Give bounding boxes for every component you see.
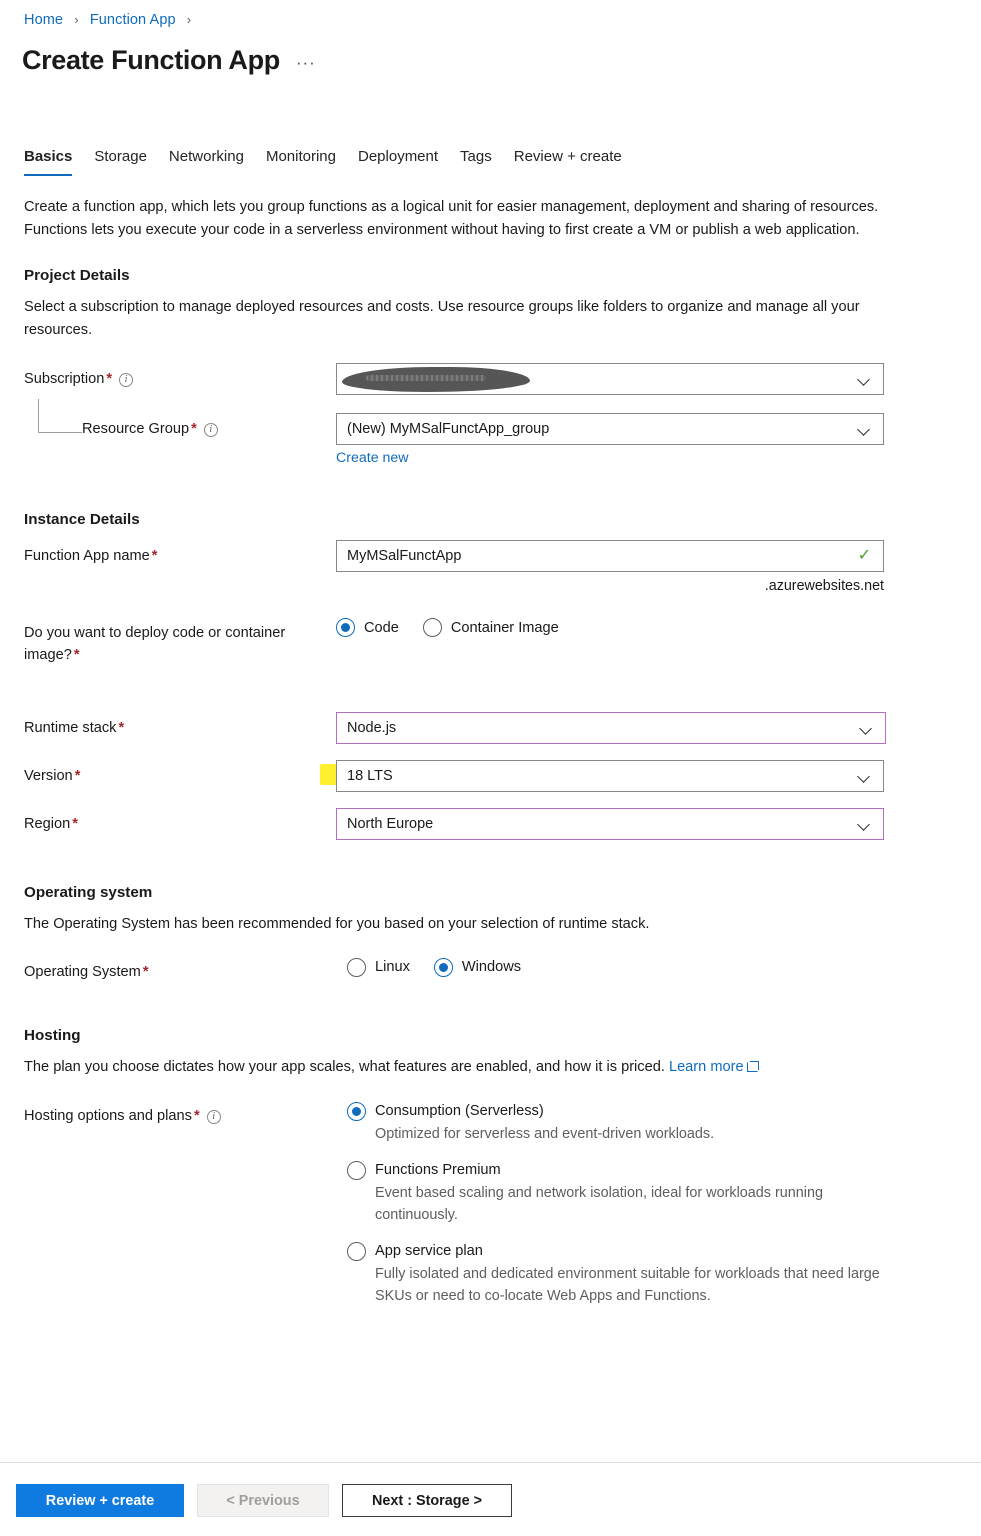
label-function-app-name-text: Function App name	[24, 548, 150, 564]
create-new-link[interactable]: Create new	[336, 450, 409, 466]
radio-label-linux: Linux	[375, 959, 410, 975]
control-deploy-type	[336, 616, 924, 637]
field-row-version	[24, 760, 924, 792]
breadcrumb-separator-icon: ›	[74, 12, 79, 27]
label-runtime-stack-text: Runtime stack	[24, 720, 117, 736]
plan-option-consumption[interactable]	[347, 1100, 924, 1146]
version-dropdown[interactable]	[336, 760, 884, 792]
deploy-type-radio-group	[336, 616, 924, 637]
field-row-resource-group	[24, 413, 924, 467]
external-link-icon	[747, 1061, 758, 1072]
function-app-name-suffix: .azurewebsites.net	[764, 578, 884, 594]
plan-name-app-service-plan: App service plan	[375, 1242, 483, 1259]
breadcrumb-item-function-app[interactable]: Function App	[89, 12, 176, 28]
required-marker: *	[74, 768, 81, 784]
radio-indicator-windows	[434, 958, 453, 977]
info-icon[interactable]: i	[119, 373, 133, 387]
resource-group-value: (New) MyMSalFunctApp_group	[347, 421, 550, 437]
label-deploy-type	[24, 616, 336, 666]
required-marker: *	[106, 371, 112, 387]
page-header	[22, 42, 316, 78]
field-row-hosting-plans	[24, 1100, 924, 1321]
checkmark-icon: ✓	[857, 547, 871, 564]
chevron-down-icon	[858, 423, 871, 436]
section-description-project-details: Select a subscription to manage deployed resources and costs. Use resource groups like folders to organize and manage all your resources.	[24, 299, 860, 338]
form-content	[24, 196, 924, 1321]
radio-indicator-app-service-plan	[347, 1242, 366, 1261]
plan-name-consumption: Consumption (Serverless)	[375, 1103, 544, 1119]
radio-option-windows[interactable]	[434, 958, 521, 977]
radio-indicator-code	[336, 618, 355, 637]
plan-option-app-service-plan[interactable]	[347, 1240, 924, 1308]
label-version	[24, 760, 336, 787]
plan-option-functions-premium[interactable]	[347, 1159, 924, 1227]
tab-basics[interactable]: Basics	[24, 146, 90, 176]
required-marker: *	[73, 647, 80, 663]
control-function-app-name	[336, 540, 924, 594]
field-row-subscription	[24, 363, 924, 395]
breadcrumb	[24, 9, 198, 31]
field-row-region	[24, 808, 924, 840]
tab-deployment[interactable]: Deployment	[358, 148, 439, 165]
radio-indicator-container-image	[423, 618, 442, 637]
resource-group-dropdown[interactable]	[336, 413, 884, 445]
required-marker: *	[191, 421, 197, 437]
section-title-instance-details: Instance Details	[24, 511, 140, 528]
control-operating-system	[336, 956, 924, 977]
breadcrumb-separator-icon-2: ›	[186, 12, 192, 27]
field-row-function-app-name	[24, 540, 924, 594]
redaction-overlay	[342, 367, 530, 392]
operating-system-radio-group	[336, 956, 924, 977]
previous-button[interactable]: < Previous	[197, 1484, 329, 1517]
control-version	[336, 760, 924, 792]
region-dropdown[interactable]	[336, 808, 884, 840]
section-description-operating-system: The Operating System has been recommended for you based on your selection of runtime stack.	[24, 916, 650, 932]
label-resource-group	[24, 413, 336, 440]
label-hosting-options	[24, 1100, 336, 1127]
tab-tags[interactable]: Tags	[460, 148, 492, 165]
version-value: 18 LTS	[347, 768, 393, 784]
required-marker: *	[193, 1108, 200, 1124]
radio-option-code[interactable]	[336, 618, 399, 637]
function-app-name-value: MyMSalFunctApp	[347, 548, 462, 564]
hosting-plan-radio-group	[336, 1100, 924, 1321]
field-row-operating-system	[24, 956, 924, 983]
plan-body-functions-premium	[375, 1159, 875, 1227]
plan-description-app-service-plan: Fully isolated and dedicated environment suitable for workloads that need large SKUs or need to co-locate Web Apps and Functions.	[375, 1265, 880, 1304]
label-region	[24, 808, 336, 835]
runtime-stack-dropdown[interactable]	[336, 712, 886, 744]
label-version-text: Version	[24, 768, 73, 784]
label-operating-system	[24, 956, 336, 983]
plan-name-functions-premium: Functions Premium	[375, 1161, 501, 1178]
control-runtime-stack	[336, 712, 924, 744]
tab-review-create[interactable]: Review + create	[513, 148, 622, 165]
footer-action-bar	[0, 1462, 981, 1536]
tab-storage[interactable]: Storage	[94, 148, 147, 165]
required-marker: *	[72, 816, 78, 832]
field-row-deploy-type	[24, 616, 924, 666]
runtime-stack-value: Node.js	[347, 720, 397, 736]
label-runtime-stack	[24, 712, 336, 739]
plan-body-consumption	[375, 1100, 714, 1146]
chevron-down-icon	[860, 722, 873, 735]
label-subscription-text: Subscription	[24, 371, 105, 387]
info-icon[interactable]: i	[204, 423, 218, 437]
tree-connector-line	[38, 399, 82, 433]
label-resource-group-text: Resource Group	[82, 421, 190, 437]
plan-description-consumption: Optimized for serverless and event-driven workloads.	[375, 1126, 715, 1142]
label-region-text: Region	[24, 816, 71, 832]
control-subscription	[336, 363, 924, 395]
learn-more-link[interactable]: Learn more	[668, 1058, 744, 1075]
label-deploy-type-text: Do you want to deploy code or container image?	[24, 625, 286, 663]
section-description-hosting	[24, 1056, 890, 1079]
control-resource-group	[336, 413, 924, 467]
radio-indicator-consumption	[347, 1102, 366, 1121]
required-marker: *	[151, 548, 158, 564]
plan-body-app-service-plan	[375, 1240, 885, 1308]
hosting-description-text: The plan you choose dictates how your app scales, what features are enabled, and how it is priced.	[24, 1058, 665, 1075]
chevron-down-icon	[858, 818, 871, 831]
section-title-hosting: Hosting	[24, 1026, 81, 1044]
next-storage-button[interactable]: Next : Storage >	[342, 1484, 512, 1517]
label-function-app-name	[24, 540, 336, 567]
plan-description-functions-premium: Event based scaling and network isolation, ideal for workloads running continuously.	[375, 1184, 823, 1223]
label-subscription	[24, 363, 336, 390]
info-icon[interactable]: i	[207, 1110, 221, 1124]
region-value: North Europe	[347, 816, 434, 832]
tab-networking[interactable]: Networking	[168, 148, 244, 165]
radio-option-container-image[interactable]	[423, 618, 559, 637]
required-marker: *	[118, 720, 125, 736]
label-hosting-options-text: Hosting options and plans	[24, 1108, 192, 1124]
more-options-icon[interactable]: ···	[295, 53, 316, 72]
radio-label-container-image: Container Image	[450, 619, 559, 636]
radio-option-linux[interactable]	[347, 958, 410, 977]
radio-indicator-functions-premium	[347, 1161, 366, 1180]
function-app-name-input[interactable]	[336, 540, 884, 572]
field-row-runtime-stack	[24, 712, 924, 744]
footer-buttons	[0, 1463, 981, 1517]
radio-label-code: Code	[364, 619, 399, 636]
tab-monitoring[interactable]: Monitoring	[265, 148, 336, 165]
control-region	[336, 808, 924, 840]
section-title-operating-system: Operating system	[24, 884, 153, 901]
review-create-button[interactable]: Review + create	[16, 1484, 184, 1517]
subscription-dropdown[interactable]	[336, 363, 884, 395]
tab-bar	[24, 146, 644, 176]
section-title-project-details: Project Details	[24, 267, 130, 284]
chevron-down-icon	[858, 770, 871, 783]
breadcrumb-item-home[interactable]: Home	[24, 12, 64, 28]
page-title: Create Function App	[22, 45, 280, 75]
page-intro-text: Create a function app, which lets you group functions as a logical unit for easier management, deployment and sharing of resources. Functions lets you execute your code in a serverless environment without having to first create a VM or publish a web application.	[24, 199, 879, 238]
radio-label-windows: Windows	[461, 959, 522, 975]
required-marker: *	[142, 963, 149, 980]
radio-indicator-linux	[347, 958, 366, 977]
chevron-down-icon	[858, 373, 871, 386]
label-operating-system-text: Operating System	[24, 963, 141, 980]
